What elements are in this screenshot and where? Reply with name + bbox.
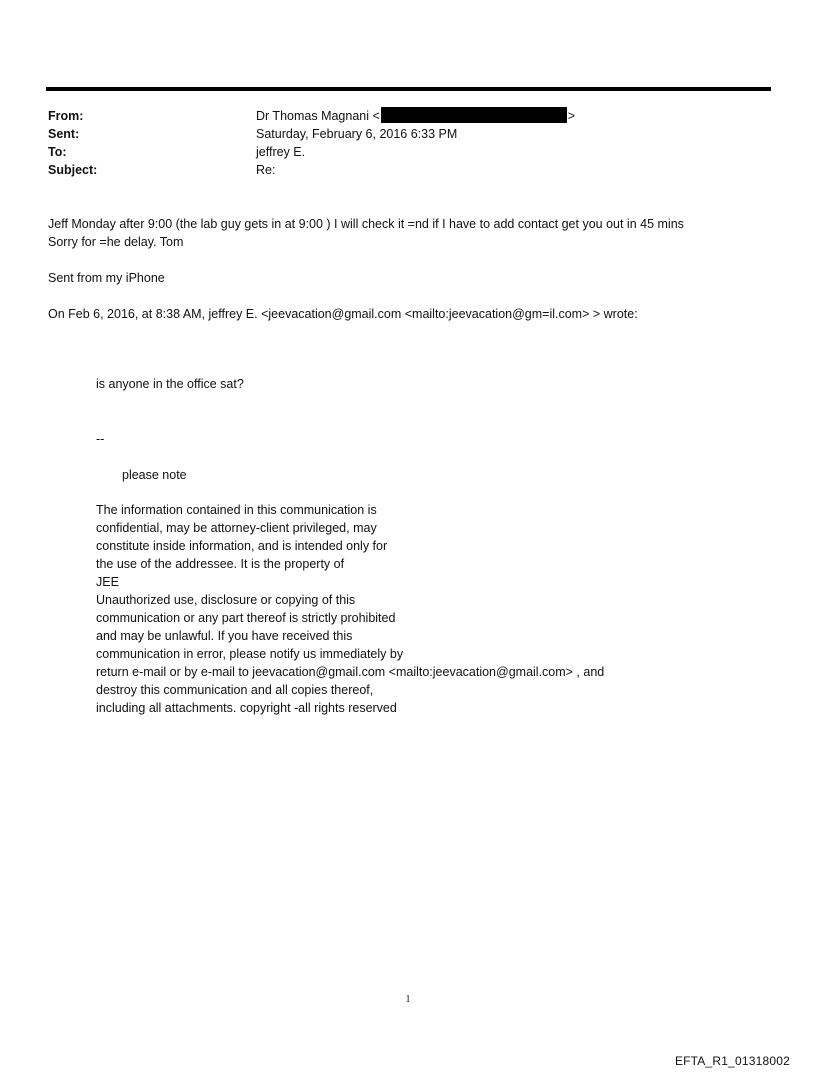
disclaimer-line: the use of the addressee. It is the property of bbox=[96, 557, 345, 571]
subject-value: Re: bbox=[256, 163, 276, 177]
message-body bbox=[48, 215, 768, 251]
from-field bbox=[256, 107, 575, 125]
from-close: > bbox=[567, 109, 576, 123]
header-rule bbox=[46, 87, 771, 91]
disclaimer-line: confidential, may be attorney-client privileged, may bbox=[96, 521, 377, 535]
quoted-message: is anyone in the office sat? bbox=[96, 377, 244, 391]
redaction-block bbox=[381, 107, 567, 123]
please-note: please note bbox=[122, 468, 187, 482]
body-line: Jeff Monday after 9:00 (the lab guy gets in at 9:00 ) I will check it =nd if I have to add contact get you out in 45 mins bbox=[48, 217, 684, 231]
disclaimer-line: communication or any part thereof is strictly prohibited bbox=[96, 611, 396, 625]
signature: Sent from my iPhone bbox=[48, 271, 165, 285]
from-value: Dr Thomas Magnani < bbox=[256, 109, 380, 123]
sent-label: Sent: bbox=[48, 127, 80, 141]
disclaimer-line: return e-mail or by e-mail to jeevacation@gmail.com <mailto:jeevacation@gmail.com> , and bbox=[96, 665, 605, 679]
from-label: From: bbox=[48, 109, 84, 123]
disclaimer-line: constitute inside information, and is intended only for bbox=[96, 539, 388, 553]
disclaimer-line: JEE bbox=[96, 575, 119, 589]
document-id: EFTA_R1_01318002 bbox=[674, 1054, 790, 1068]
disclaimer-line: Unauthorized use, disclosure or copying of this bbox=[96, 593, 356, 607]
disclaimer-line: including all attachments. copyright -all rights reserved bbox=[96, 701, 397, 715]
disclaimer-line: destroy this communication and all copies thereof, bbox=[96, 683, 374, 697]
to-value: jeffrey E. bbox=[256, 145, 306, 159]
disclaimer bbox=[96, 501, 604, 717]
to-label: To: bbox=[48, 145, 67, 159]
quoted-separator: -- bbox=[96, 432, 105, 446]
page-number: 1 bbox=[405, 994, 411, 1005]
disclaimer-line: communication in error, please notify us immediately by bbox=[96, 647, 404, 661]
disclaimer-line: The information contained in this communication is bbox=[96, 503, 377, 517]
quote-intro: On Feb 6, 2016, at 8:38 AM, jeffrey E. <jeevacation@gmail.com <mailto:jeevacation@gm=il.com> > wrote: bbox=[48, 307, 638, 321]
subject-label: Subject: bbox=[48, 163, 98, 177]
disclaimer-line: and may be unlawful. If you have received this bbox=[96, 629, 353, 643]
sent-value: Saturday, February 6, 2016 6:33 PM bbox=[256, 127, 458, 141]
body-line: Sorry for =he delay. Tom bbox=[48, 235, 184, 249]
